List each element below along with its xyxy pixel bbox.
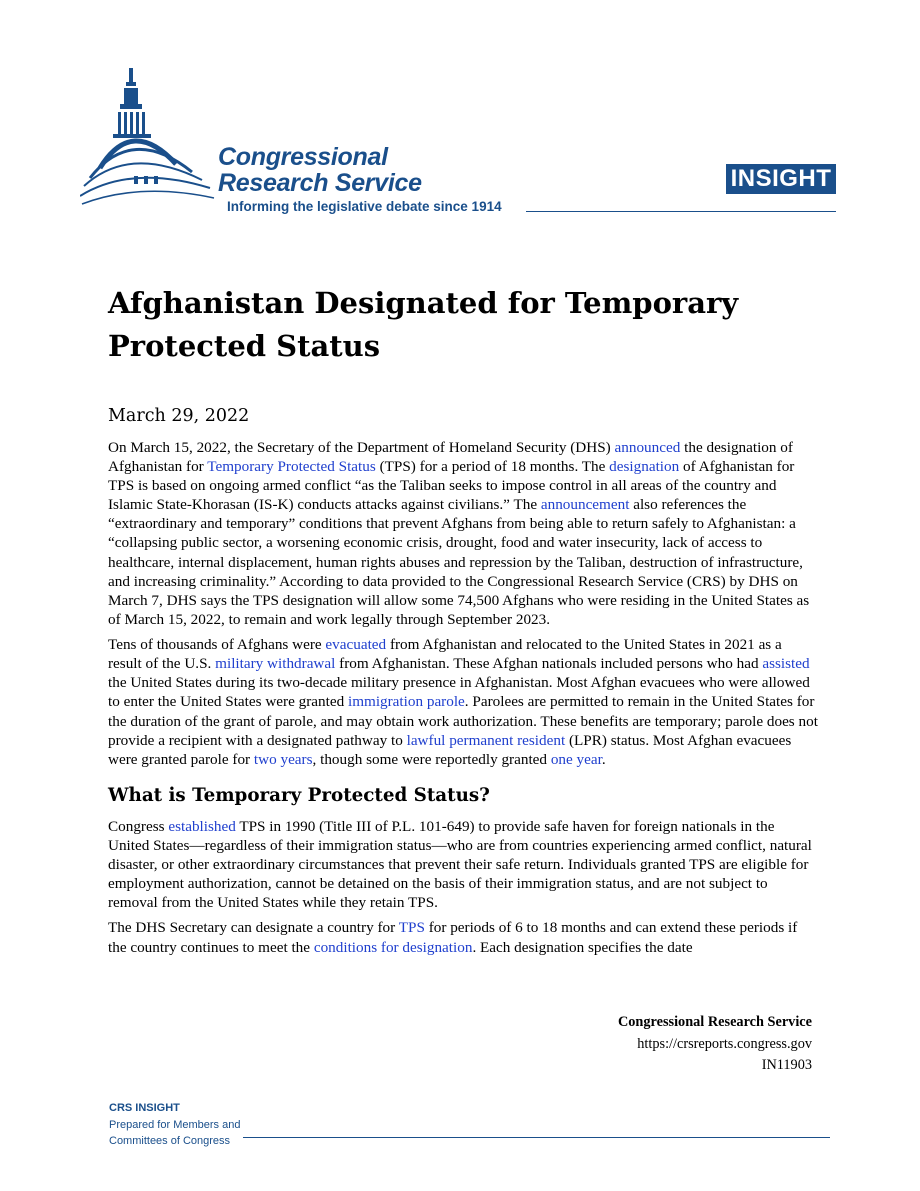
text-run: Tens of thousands of Afghans were <box>108 636 326 654</box>
link-announcement[interactable]: announcement <box>540 496 630 514</box>
footer-line-2: Prepared for Members and <box>109 1118 241 1131</box>
text-run: (TPS) for a period of 18 months. The <box>375 458 610 476</box>
document-body <box>108 438 818 963</box>
logo-tagline: Informing the legislative debate since 1914 <box>227 199 502 214</box>
text-run: of Afghanistan for TPS is based on ongoing armed conflict “as the Taliban seeks to impose control in all areas of the country and Islamic State-Khorasan (IS-K) conducts attacks against civilians.” The <box>108 458 795 514</box>
link-announced[interactable]: announced <box>614 439 681 456</box>
text-run: for periods of 6 to 18 months and can extend these periods if the country continues to meet the <box>108 919 798 956</box>
crs-logo <box>80 64 540 224</box>
crs-org-name: Congressional Research Service <box>617 1014 812 1030</box>
capitol-dome-icon <box>80 64 220 224</box>
link-lawful-permanent-resident[interactable]: lawful permanent resident <box>406 731 566 749</box>
text-run: . Each designation specifies the date <box>472 938 693 956</box>
paragraph-3 <box>108 817 818 912</box>
paragraph-1 <box>108 438 818 629</box>
text-run: . <box>601 750 606 768</box>
logo-line-2: Research Service <box>218 169 422 197</box>
report-id: IN11903 <box>761 1057 812 1073</box>
text-run: the United States during its two-decade military presence in Afghanistan. Most Afghan evacuees who were allowed to enter the United States were granted <box>108 674 810 711</box>
section-heading: What is Temporary Protected Status? <box>108 784 490 806</box>
footer-rule <box>243 1137 830 1138</box>
text-run: (LPR) status. Most Afghan evacuees were granted parole for <box>108 731 792 768</box>
link-designation[interactable]: designation <box>609 458 680 476</box>
text-run: from Afghanistan. These Afghan nationals included persons who had <box>335 655 763 673</box>
page-footer <box>109 1100 240 1150</box>
link-military-withdrawal[interactable]: military withdrawal <box>215 655 336 673</box>
publication-date: March 29, 2022 <box>108 406 250 426</box>
text-run: Congress <box>108 817 169 835</box>
text-run: the designation of Afghanistan for <box>108 439 793 476</box>
text-run: TPS in 1990 (Title III of P.L. 101-649) to provide safe haven for foreign nationals in the United States—regardless of their immigration status—who are from countries experiencing armed conflict, natural disaster, or other extraordinary circumstances that prevent their safe return. Individuals granted TPS are eligible for employment authorization, cannot be detained on the basis of their immigration status, and are not subject to removal from the United States while they retain TPS. <box>108 817 812 912</box>
link-temporary-protected-status[interactable]: Temporary Protected Status <box>207 458 376 476</box>
text-run: . Parolees are permitted to remain in the United States for the duration of the grant of parole, and may obtain work authorization. These benefits are temporary; parole does not provide a recipient with a designated pathway to <box>108 693 818 749</box>
footer-label: CRS INSIGHT <box>109 1102 180 1114</box>
page-title: Afghanistan Designated for Temporary Protected Status <box>108 286 739 363</box>
link-established[interactable]: established <box>168 817 236 835</box>
logo-line-1: Congressional <box>218 143 388 171</box>
link-two-years[interactable]: two years <box>253 750 313 768</box>
paragraph-4 <box>108 918 818 956</box>
text-run: On March 15, 2022, the Secretary of the Department of Homeland Security (DHS) <box>108 439 615 456</box>
logo-wordmark <box>218 144 422 196</box>
link-conditions-for-designation[interactable]: conditions for designation <box>313 938 473 956</box>
text-run: The DHS Secretary can designate a country for <box>108 919 399 937</box>
insight-badge: INSIGHT <box>726 164 836 194</box>
text-run: from Afghanistan and relocated to the United States in 2021 as a result of the U.S. <box>108 636 782 673</box>
link-assisted[interactable]: assisted <box>762 655 810 673</box>
link-one-year[interactable]: one year <box>550 750 602 768</box>
link-evacuated[interactable]: evacuated <box>325 636 387 654</box>
paragraph-2 <box>108 635 818 769</box>
footer-line-3: Committees of Congress <box>109 1135 231 1147</box>
link-tps[interactable]: TPS <box>398 919 425 937</box>
text-run: also references the “extraordinary and temporary” conditions that prevent Afghans from being able to return safely to Afghanistan: a “collapsing public sector, a worsening economic crisis, drought, food and water insecurity, lack of access to healthcare, internal displacement, human rights abuses and repression by the Taliban, destruction of infrastructure, and increasing criminality.” According to data provided to the Congressional Research Service (CRS) by DHS on March 7, DHS says the TPS designation will allow some 74,500 Afghans who were residing in the United States as of March 15, 2022, to remain and work legally through September 2023. <box>108 496 810 628</box>
crs-footer <box>618 1012 812 1077</box>
text-run: , though some were reportedly granted <box>312 750 551 768</box>
crs-url[interactable]: https://crsreports.congress.gov <box>637 1035 812 1052</box>
link-immigration-parole[interactable]: immigration parole <box>347 693 465 711</box>
header-rule <box>526 211 836 212</box>
